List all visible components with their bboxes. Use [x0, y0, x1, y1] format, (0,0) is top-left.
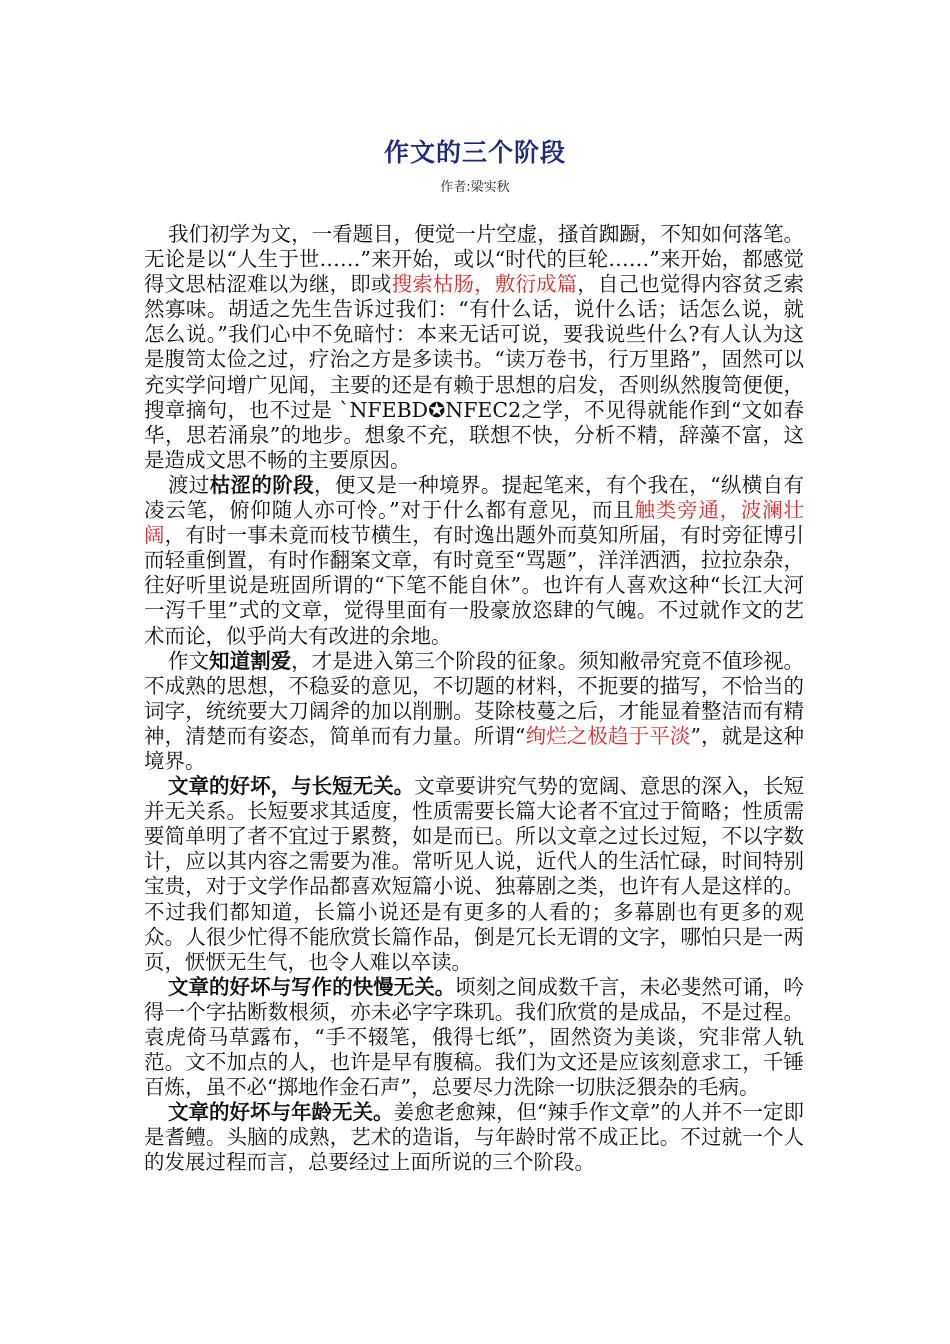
highlight-phrase: 绚烂之极趋于平淡	[525, 723, 691, 748]
article-body	[144, 222, 804, 1176]
bold-phrase: 枯涩的阶段	[209, 472, 314, 497]
paragraph-3	[144, 649, 804, 774]
paragraph-2	[144, 473, 804, 649]
author-line: 作者:梁实秋	[440, 180, 510, 195]
bold-phrase: 知道割爱	[209, 648, 292, 673]
bold-lead: 文章的好坏，与长短无关。	[168, 774, 415, 799]
paragraph-4	[144, 774, 804, 975]
paragraph-5	[144, 975, 804, 1100]
bold-lead: 文章的好坏与年龄无关。	[168, 1100, 394, 1125]
highlight-phrase: 触类旁通，波澜壮阔	[144, 498, 804, 548]
text-run: 顷刻之间成数千言，未必斐然可诵，吟得一个字拈断数根须，亦未必字字珠玑。我们欣赏的是成品，不是过程。袁虎倚马草露布，“手不辍笔，俄得七纸”，固然资为美谈，究非常人轨范。文不加点的人，也许是早有腹稿。我们为文还是应该刻意求工，千锤百炼，虽不必“掷地作金石声”，总要尽力洗除一切肤泛猥杂的毛病。	[144, 974, 805, 1100]
text-run: ，便又是一种境界。提起笔来，有个我在，“纵横自有凌云笔，俯仰随人亦可怜。”对于什么都有意见，而且	[144, 472, 805, 523]
text-run: ，自己也觉得内容贫乏索然寡味。胡适之先生告诉过我们：“有什么话，说什么话；话怎么说，就怎么说。”我们心中不免暗忖：本来无话可说，要我说些什么?有人认为这是腹笥太俭之过，疗治之方是多读书。“读万卷书，行万里路”，固然可以充实学问增广见闻，主要的还是有赖于思想的启发，否则纵然腹笥便便，搜章摘句，也不过是 `NFEBD✪NFEC2之学，不见得就能作到“文如春华，思若涌泉”的地步。想象不充，联想不快，分析不精，辞藻不富，这是造成文思不畅的主要原因。	[144, 272, 805, 472]
text-run: 作文	[168, 648, 210, 673]
page-title: 作文的三个阶段	[383, 138, 566, 167]
text-run: 渡过	[168, 472, 210, 497]
text-run: 姜愈老愈辣，但“辣手作文章”的人并不一定即是耆鳢。头脑的成熟，艺术的造诣，与年龄时常不成正比。不过就一个人的发展过程而言，总要经过上面所说的三个阶段。	[144, 1100, 804, 1175]
text-run: ，有时一事未竟而枝节横生，有时逸出题外而莫知所届，有时旁征博引而轻重倒置，有时作翻案文章，有时竟至“骂题”，洋洋洒洒，拉拉杂杂，往好听里说是班固所谓的“下笔不能自休”。也许有人喜欢这种“长江大河一泻千里”式的文章，觉得里面有一股豪放恣肆的气魄。不过就作文的艺术而论，似乎尚大有改进的余地。	[144, 523, 805, 648]
bold-lead: 文章的好坏与写作的快慢无关。	[168, 974, 456, 999]
text-run: ，才是进入第三个阶段的征象。须知敝帚究竟不值珍视。不成熟的思想，不稳妥的意见，不切题的材料，不扼要的描写，不恰当的词字，统统要大刀阔斧的加以削删。芟除枝蔓之后，才能显着整洁而有精神，清楚而有姿态，简单而有力量。所谓“	[144, 648, 805, 748]
highlight-phrase: 搜索枯肠，敷衍成篇	[391, 272, 578, 297]
text-run: 我们初学为文，一看题目，便觉一片空虚，搔首踟蹰，不知如何落笔。无论是以“人生于世……”来开始，或以“时代的巨轮……”来开始，都感觉得文思枯涩难以为继，即或	[144, 222, 804, 297]
text-run: ”，就是这种境界。	[144, 723, 805, 773]
paragraph-1	[144, 222, 804, 473]
text-run: 文章要讲究气势的宽阔、意思的深入，长短并无关系。长短要求其适度，性质需要长篇大论者不宜过于简略；性质需要简单明了者不宜过于累赘，如是而已。所以文章之过长过短，不以字数计，应以其内容之需要为准。常听见人说，近代人的生活忙碌，时间特别宝贵，对于文学作品都喜欢短篇小说、独幕剧之类，也许有人是这样的。不过我们都知道，长篇小说还是有更多的人看的；多幕剧也有更多的观众。人很少忙得不能欣赏长篇作品，倒是冗长无谓的文字，哪怕只是一两页，恹恹无生气，也令人难以卒读。	[144, 774, 805, 974]
paragraph-6	[144, 1100, 804, 1175]
